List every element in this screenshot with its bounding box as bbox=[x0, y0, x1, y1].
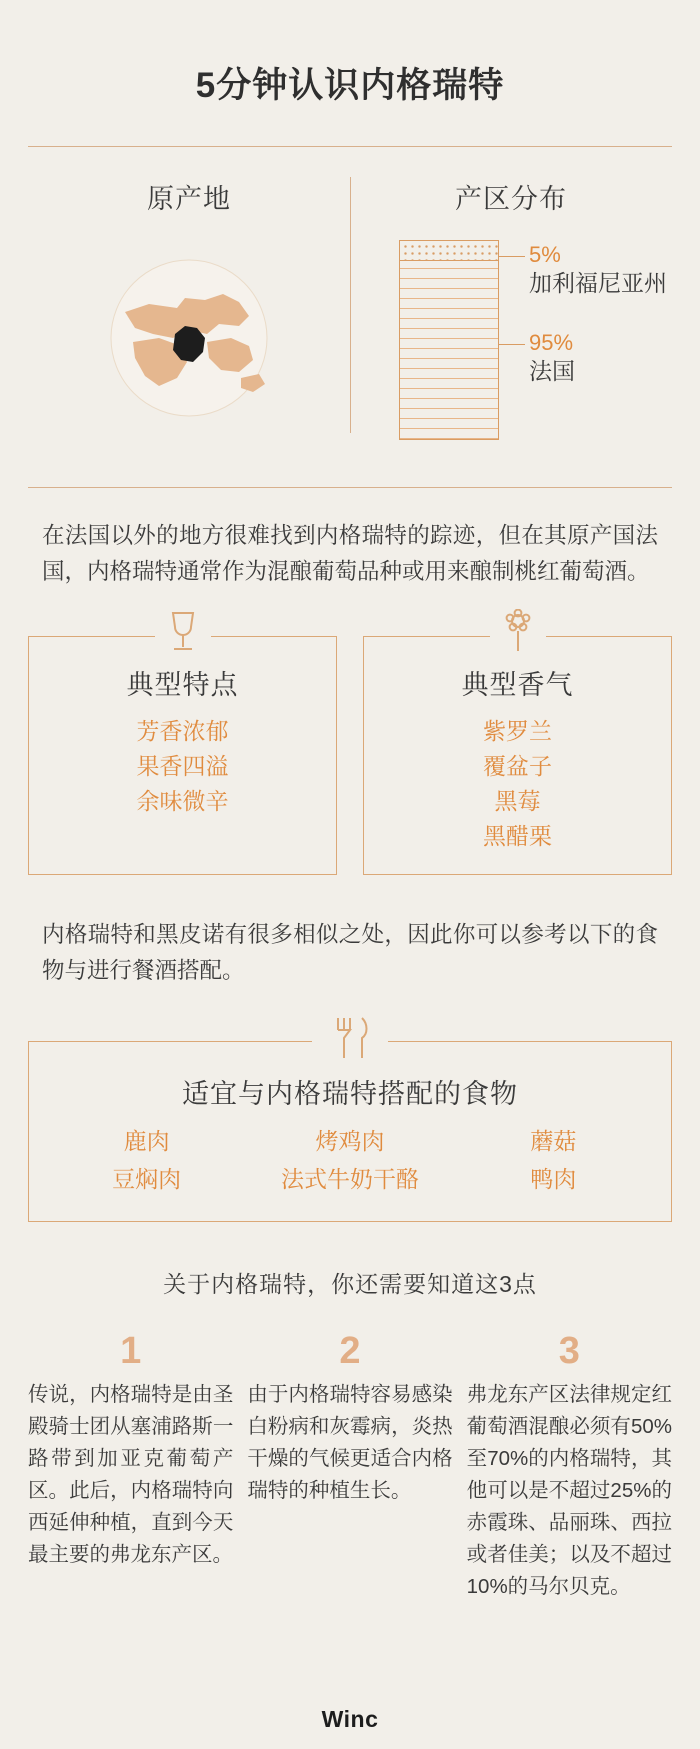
origin-column bbox=[28, 153, 350, 449]
fact-number: 2 bbox=[339, 1330, 361, 1372]
origin-heading: 原产地 bbox=[147, 184, 231, 214]
divider-top bbox=[28, 146, 672, 147]
fact-text: 由于内格瑞特容易感染白粉病和灰霉病，炎热干燥的气候更适合内格瑞特的种植生长。 bbox=[247, 1383, 453, 1502]
traits-list bbox=[39, 714, 326, 819]
food-list bbox=[45, 1123, 655, 1197]
traits-box bbox=[28, 636, 337, 875]
food-pairing-box bbox=[28, 1041, 672, 1222]
label-france bbox=[529, 330, 575, 386]
world-map-icon bbox=[89, 238, 289, 438]
bar-column bbox=[399, 240, 499, 440]
aromas-title: 典型香气 bbox=[461, 670, 574, 700]
pairing-intro-paragraph: 内格瑞特和黑皮诺有很多相似之处，因此你可以参考以下的食物与进行餐酒搭配。 bbox=[42, 922, 658, 983]
regions-column bbox=[350, 153, 672, 449]
list-item: 鹿肉 bbox=[123, 1128, 170, 1154]
list-item: 蘑菇 bbox=[530, 1128, 577, 1154]
france-percent: 95% bbox=[529, 330, 574, 355]
fact-item-1 bbox=[28, 1329, 233, 1603]
list-item: 法式牛奶干酪 bbox=[280, 1166, 419, 1192]
list-item: 覆盆子 bbox=[483, 753, 552, 779]
brand-logo: Winc bbox=[321, 1706, 379, 1732]
flower-icon bbox=[490, 609, 546, 655]
food-title: 适宜与内格瑞特搭配的食物 bbox=[182, 1079, 518, 1109]
list-item: 黑醋栗 bbox=[483, 823, 552, 849]
wine-glass-glyph bbox=[165, 609, 201, 655]
traits-title: 典型特点 bbox=[126, 670, 239, 700]
fact-number: 3 bbox=[558, 1330, 580, 1372]
wine-glass-icon bbox=[155, 609, 211, 655]
label-california bbox=[529, 242, 667, 298]
divider-middle bbox=[28, 487, 672, 488]
list-item: 豆焖肉 bbox=[112, 1166, 182, 1192]
california-name: 加利福尼亚州 bbox=[529, 270, 667, 296]
facts-heading: 关于内格瑞特，你还需要知道这3点 bbox=[163, 1271, 537, 1297]
globe-map bbox=[28, 238, 350, 438]
fact-item-2 bbox=[247, 1329, 452, 1603]
bar-segment-california bbox=[400, 241, 498, 261]
fact-number: 1 bbox=[120, 1330, 142, 1372]
fact-text: 弗龙东产区法律规定红葡萄酒混酿必须有50%至70%的内格瑞特，其他可以是不超过25%的赤霞珠、品丽珠、西拉或者佳美；以及不超过10%的马尔贝克。 bbox=[466, 1383, 672, 1598]
fact-item-3 bbox=[467, 1329, 672, 1603]
region-bar-chart bbox=[350, 234, 672, 449]
france-name: 法国 bbox=[529, 358, 575, 384]
list-item: 烤鸡肉 bbox=[315, 1128, 385, 1154]
list-item: 果香四溢 bbox=[136, 753, 229, 779]
list-item: 黑莓 bbox=[494, 788, 541, 814]
traits-aromas-row bbox=[28, 636, 672, 875]
aromas-box bbox=[363, 636, 672, 875]
fork-knife-icon bbox=[312, 1014, 388, 1064]
aromas-list bbox=[374, 714, 661, 854]
flower-glyph bbox=[500, 609, 536, 655]
origin-regions-section bbox=[28, 153, 672, 449]
list-item: 鸭肉 bbox=[530, 1166, 577, 1192]
fork-knife-glyph bbox=[322, 1014, 378, 1064]
page-title: 5分钟认识内格瑞特 bbox=[195, 66, 505, 105]
intro-paragraph: 在法国以外的地方很难找到内格瑞特的踪迹，但在其原产国法国，内格瑞特通常作为混酿葡萄品种或用来酿制桃红葡萄酒。 bbox=[42, 523, 658, 584]
fact-text: 传说，内格瑞特是由圣殿骑士团从塞浦路斯一路带到加亚克葡萄产区。此后，内格瑞特向西延伸种植，直到今天最主要的弗龙东产区。 bbox=[28, 1383, 234, 1566]
list-item: 紫罗兰 bbox=[483, 718, 552, 744]
leader-line-france bbox=[499, 344, 525, 345]
list-item: 芳香浓郁 bbox=[136, 718, 229, 744]
bar-segment-france bbox=[400, 261, 498, 439]
facts-row bbox=[28, 1329, 672, 1603]
regions-heading: 产区分布 bbox=[455, 184, 567, 214]
list-item: 余味微辛 bbox=[136, 788, 229, 814]
leader-line-california bbox=[499, 256, 525, 257]
california-percent: 5% bbox=[529, 242, 561, 267]
